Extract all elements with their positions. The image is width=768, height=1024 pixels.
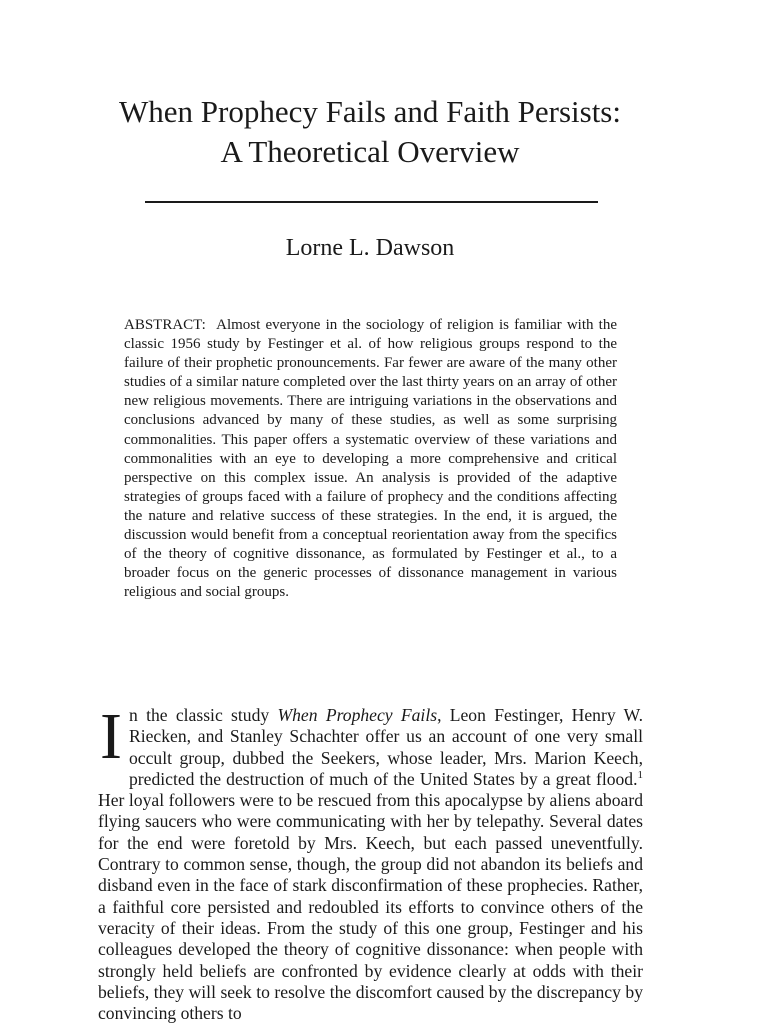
body-paragraph xyxy=(98,700,643,1024)
article-title-line-2: A Theoretical Overview xyxy=(220,134,520,169)
article-title-line-1: When Prophecy Fails and Faith Persists: xyxy=(119,94,621,129)
body-text-part-1: n the classic study xyxy=(128,705,278,725)
title-divider xyxy=(145,201,598,203)
drop-cap: I xyxy=(100,700,122,773)
abstract xyxy=(124,316,617,602)
footnote-marker[interactable]: 1 xyxy=(637,769,643,782)
body-text-part-3: Her loyal followers were to be rescued from this apocalypse by aliens aboard flying saucers who were communicating with her by telepathy. Several dates for the end were foretold by Mrs. Keech, but each passed uneventfully. Contrary to common sense, though, the group did not abandon its beliefs and disband even in the face of stark disconfirmation of these prophecies. Rather, a faithful core persisted and redoubled its efforts to convince others of the veracity of their ideas. From the study of this one group, Festinger and his colleagues developed the theory of cognitive dissonance: when people with strongly held beliefs are confronted by evidence clearly at odds with their beliefs, they will seek to resolve the discomfort caused by the discrepancy by convincing others to xyxy=(98,790,643,1024)
article-title xyxy=(0,92,740,172)
abstract-label: ABSTRACT: xyxy=(124,317,206,333)
body-text-part-2: , Leon Festinger, Henry W. Riecken, and Stanley Schachter offer us an account of one very small occult group, dubbed the Seekers, whose leader, Mrs. Marion Keech, predicted the destruction of much of the United States by a great flood. xyxy=(128,705,643,789)
author-name: Lorne L. Dawson xyxy=(285,235,455,261)
book-title: When Prophecy Fails xyxy=(277,705,438,725)
abstract-text: Almost everyone in the sociology of religion is familiar with the classic 1956 study by Festinger et al. of how religious groups respond to the failure of their prophetic pronouncements. Far fewer are aware of the many other studies of a similar nature completed over the last thirty years on an array of other new religious movements. There are intriguing variations in the observations and conclusions advanced by many of these studies, as well as some surprising commonalities. This paper offers a systematic overview of these variations and commonalities with an eye to developing a more comprehensive and critical perspective on this complex issue. An analysis is provided of the adaptive strategies of groups faced with a failure of prophecy and the conditions affecting the nature and relative success of these strategies. In the end, it is argued, the discussion would benefit from a conceptual reorientation away from the specifics of the theory of cognitive dissonance, as formulated by Festinger et al., to a broader focus on the generic processes of dissonance management in various religious and social groups. xyxy=(124,317,617,601)
